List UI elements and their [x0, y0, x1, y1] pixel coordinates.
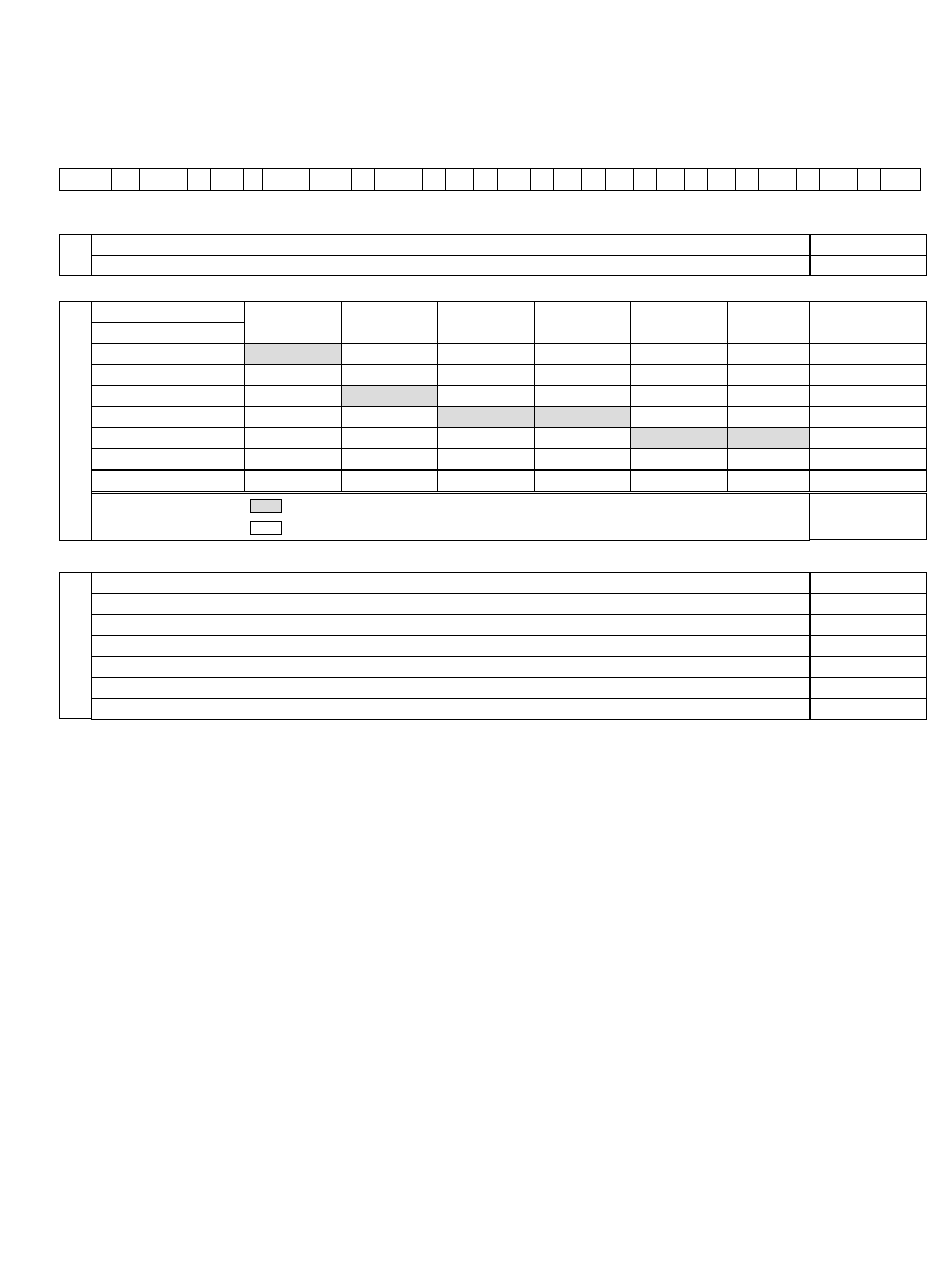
- grid-row-label: [91, 470, 245, 492]
- grid-cell[interactable]: [244, 470, 342, 492]
- number-box[interactable]: [606, 169, 634, 190]
- number-box[interactable]: [858, 169, 881, 190]
- number-box[interactable]: [554, 169, 582, 190]
- number-box[interactable]: [736, 169, 759, 190]
- grid-cell[interactable]: [437, 343, 535, 365]
- grid-cell[interactable]: [244, 406, 342, 428]
- grid-cell[interactable]: [630, 448, 728, 470]
- grid-cell[interactable]: [630, 364, 728, 386]
- grid-header-row-label-top: [91, 301, 245, 323]
- grid-cell[interactable]: [341, 364, 438, 386]
- section-3-row[interactable]: [91, 593, 810, 615]
- number-box[interactable]: [474, 169, 498, 190]
- grid-cell[interactable]: [630, 470, 728, 492]
- grid-cell-shaded[interactable]: [534, 406, 631, 428]
- section-3-side-label: [59, 572, 92, 719]
- grid-row-value-box[interactable]: [809, 385, 927, 407]
- grid-value-header: [809, 301, 927, 344]
- grid-column-header: [437, 301, 535, 344]
- number-box[interactable]: [685, 169, 708, 190]
- grid-row-value-box[interactable]: [809, 448, 927, 470]
- number-box[interactable]: [498, 169, 531, 190]
- number-box[interactable]: [60, 169, 112, 190]
- number-box[interactable]: [263, 169, 310, 190]
- section-3-value-box[interactable]: [810, 593, 927, 615]
- grid-column-header: [244, 301, 342, 344]
- section-1-side-label: [59, 234, 92, 276]
- grid-cell[interactable]: [437, 470, 535, 492]
- section-3-row[interactable]: [91, 572, 810, 594]
- section-1-value-box[interactable]: [810, 234, 927, 256]
- grid-row-label: [91, 427, 245, 449]
- section-3-value-box[interactable]: [810, 635, 927, 657]
- grid-row-label: [91, 385, 245, 407]
- grid-legend-area: [91, 493, 810, 541]
- grid-cell[interactable]: [341, 470, 438, 492]
- grid-cell[interactable]: [727, 385, 810, 407]
- number-box[interactable]: [634, 169, 657, 190]
- grid-column-header: [727, 301, 810, 344]
- grid-row-value-box[interactable]: [809, 427, 927, 449]
- number-box[interactable]: [708, 169, 736, 190]
- number-box[interactable]: [211, 169, 244, 190]
- grid-cell[interactable]: [727, 470, 810, 492]
- grid-cell[interactable]: [534, 343, 631, 365]
- grid-cell[interactable]: [727, 406, 810, 428]
- grid-row-value-box[interactable]: [809, 470, 927, 492]
- grid-cell-shaded[interactable]: [727, 427, 810, 449]
- number-box[interactable]: [820, 169, 858, 190]
- section-3-value-box[interactable]: [810, 614, 927, 636]
- number-box[interactable]: [657, 169, 685, 190]
- grid-row-label: [91, 343, 245, 365]
- grid-row-value-box[interactable]: [809, 364, 927, 386]
- grid-row-label: [91, 364, 245, 386]
- grid-row-label: [91, 406, 245, 428]
- grid-header-row-label-bottom: [91, 322, 245, 344]
- section-2-side-label: [59, 301, 92, 541]
- section-3-row[interactable]: [91, 698, 810, 720]
- number-box[interactable]: [423, 169, 446, 190]
- grid-cell[interactable]: [534, 364, 631, 386]
- section-3-value-box[interactable]: [810, 698, 927, 720]
- number-box[interactable]: [375, 169, 423, 190]
- grid-cell[interactable]: [534, 470, 631, 492]
- section-3-value-box[interactable]: [810, 656, 927, 678]
- grid-column-header: [630, 301, 728, 344]
- number-box[interactable]: [244, 169, 263, 190]
- grid-cell[interactable]: [630, 406, 728, 428]
- number-box[interactable]: [582, 169, 606, 190]
- number-box[interactable]: [881, 169, 919, 190]
- grid-cell[interactable]: [534, 448, 631, 470]
- grid-cell-shaded[interactable]: [244, 343, 342, 365]
- grid-cell[interactable]: [437, 427, 535, 449]
- number-box[interactable]: [352, 169, 375, 190]
- grid-cell-shaded[interactable]: [437, 406, 535, 428]
- number-box-strip: [59, 168, 921, 191]
- section-3-row[interactable]: [91, 635, 810, 657]
- section-3-row[interactable]: [91, 614, 810, 636]
- grid-cell[interactable]: [437, 364, 535, 386]
- grid-cell[interactable]: [244, 448, 342, 470]
- grid-cell[interactable]: [534, 385, 631, 407]
- legend-shaded-swatch: [250, 499, 282, 513]
- grid-cell[interactable]: [437, 448, 535, 470]
- grid-cell[interactable]: [534, 427, 631, 449]
- grid-cell[interactable]: [727, 448, 810, 470]
- grid-cell-shaded[interactable]: [341, 385, 438, 407]
- section-1-row[interactable]: [91, 255, 810, 276]
- number-box[interactable]: [531, 169, 554, 190]
- section-3-value-box[interactable]: [810, 572, 927, 594]
- section-1-row[interactable]: [91, 234, 810, 256]
- grid-cell[interactable]: [727, 364, 810, 386]
- grid-column-header: [341, 301, 438, 344]
- grid-legend-value-box[interactable]: [809, 493, 927, 540]
- grid-cell[interactable]: [244, 385, 342, 407]
- section-1-value-box[interactable]: [810, 255, 927, 276]
- grid-cell[interactable]: [341, 427, 438, 449]
- section-3-row[interactable]: [91, 656, 810, 678]
- section-3-value-box[interactable]: [810, 677, 927, 699]
- number-box[interactable]: [112, 169, 140, 190]
- number-box[interactable]: [188, 169, 211, 190]
- grid-row-value-box[interactable]: [809, 406, 927, 428]
- grid-cell[interactable]: [341, 448, 438, 470]
- grid-cell[interactable]: [630, 343, 728, 365]
- number-box[interactable]: [140, 169, 188, 190]
- grid-row-value-box[interactable]: [809, 343, 927, 365]
- number-box[interactable]: [759, 169, 797, 190]
- number-box[interactable]: [310, 169, 352, 190]
- grid-cell[interactable]: [244, 364, 342, 386]
- grid-cell-shaded[interactable]: [630, 427, 728, 449]
- grid-cell[interactable]: [341, 406, 438, 428]
- grid-cell[interactable]: [630, 385, 728, 407]
- grid-cell[interactable]: [437, 385, 535, 407]
- grid-column-header: [534, 301, 631, 344]
- grid-cell[interactable]: [244, 427, 342, 449]
- legend-plain-swatch: [250, 521, 282, 535]
- section-3-row[interactable]: [91, 677, 810, 699]
- number-box[interactable]: [797, 169, 820, 190]
- number-box[interactable]: [446, 169, 474, 190]
- grid-cell[interactable]: [727, 343, 810, 365]
- grid-row-label: [91, 448, 245, 470]
- grid-cell[interactable]: [341, 343, 438, 365]
